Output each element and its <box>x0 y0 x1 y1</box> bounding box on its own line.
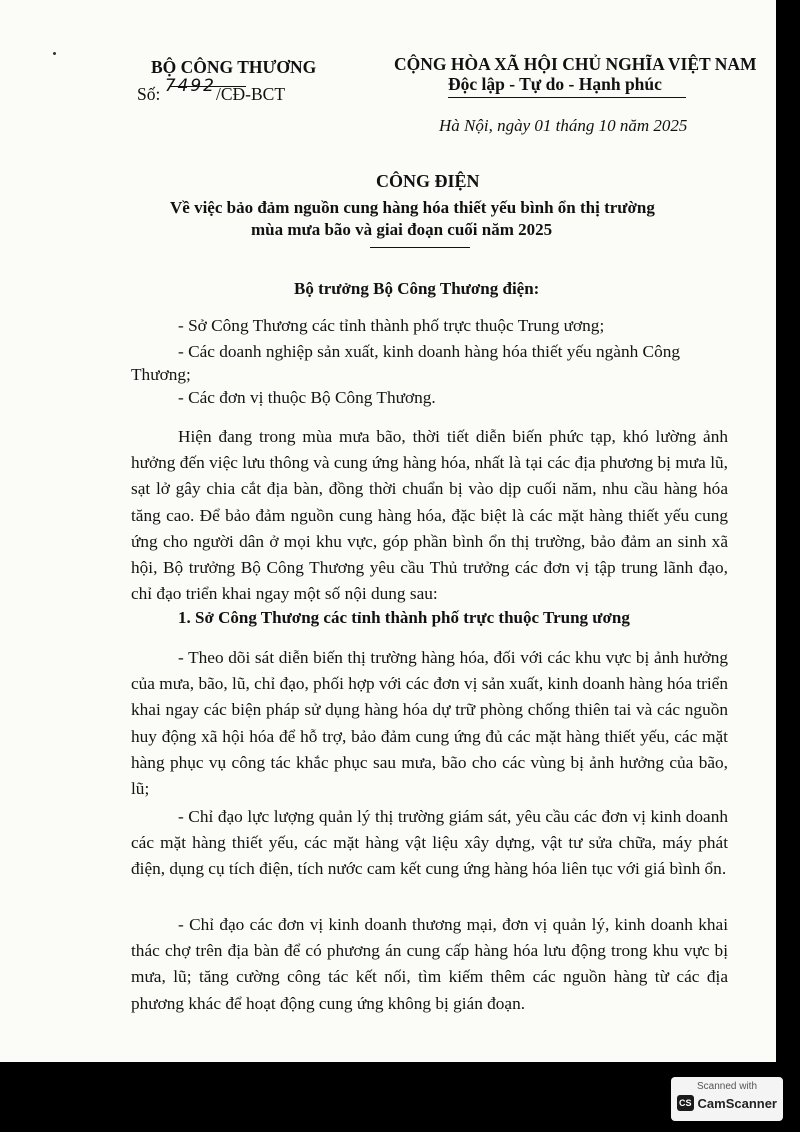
section-1-paragraph: - Chỉ đạo các đơn vị kinh doanh thương mại, đơn vị quản lý, kinh doanh khai thác chợ trên địa bàn để có phương án cung cấp hàng hóa lưu động trong khu vực bị mưa, lũ; tăng cường công tác kết nối, tìm kiếm thêm các nguồn hàng từ các địa phương khác để hoạt động cung ứng không bị gián đoạn. <box>131 915 728 1013</box>
header-underline-left <box>170 86 246 87</box>
camscanner-watermark <box>671 1077 783 1121</box>
doc-subtitle-line2: mùa mưa bão và giai đoạn cuối năm 2025 <box>251 220 553 239</box>
republic-name: CỘNG HÒA XÃ HỘI CHỦ NGHĨA VIỆT NAM <box>394 54 757 74</box>
recipient-item: - Các đơn vị thuộc Bộ Công Thương. <box>178 388 436 407</box>
document-number <box>137 76 286 105</box>
motto-underline <box>448 97 686 98</box>
date-line: Hà Nội, ngày 01 tháng 10 năm 2025 <box>439 116 688 135</box>
so-label: Số: <box>137 84 161 104</box>
doc-subtitle-line1: Về việc bảo đảm nguồn cung hàng hóa thiết yếu bình ổn thị trường <box>170 198 655 217</box>
so-suffix: /CĐ-BCT <box>216 84 286 104</box>
ministry-name: BỘ CÔNG THƯƠNG <box>151 57 317 77</box>
handwritten-number: 7492 <box>164 76 216 96</box>
recipient-item-cont: Thương; <box>131 365 191 384</box>
doc-title: CÔNG ĐIỆN <box>376 171 480 191</box>
subtitle-underline <box>370 247 470 248</box>
recipient-item: - Các doanh nghiệp sản xuất, kinh doanh hàng hóa thiết yếu ngành Công <box>178 342 681 361</box>
scan-speck <box>53 52 56 55</box>
section-1-paragraph: - Chỉ đạo lực lượng quản lý thị trường giám sát, yêu cầu các đơn vị kinh doanh các mặt hàng thiết yếu, các mặt hàng vật liệu xây dựng, vật tư sửa chữa, máy phát điện, dụng cụ tích điện, tích nước cam kết cung ứng hàng hóa liên tục với giá bình ổn. <box>131 807 728 879</box>
section-1-paragraph: - Theo dõi sát diễn biến thị trường hàng hóa, đối với các khu vực bị ảnh hưởng của mưa, bão, lũ, chỉ đạo, phối hợp với các đơn vị sản xuất, kinh doanh hàng hóa triển khai ngay các biện pháp sử dụng hàng hóa dự trữ phòng chống thiên tai và các nguồn huy động xã hội hóa để hỗ trợ, bảo đảm cung ứng đủ các mặt hàng thiết yếu, các mặt hàng phục vụ công tác khắc phục sau mưa, bão cho các vùng bị ảnh hưởng của bão, lũ; <box>131 648 728 799</box>
recipient-item: - Sở Công Thương các tỉnh thành phố trực thuộc Trung ương; <box>178 316 605 335</box>
watermark-caption: Scanned with <box>696 1081 758 1092</box>
motto: Độc lập - Tự do - Hạnh phúc <box>448 74 662 94</box>
watermark-brand: CamScanner <box>697 1095 777 1111</box>
intro-paragraph: Hiện đang trong mùa mưa bão, thời tiết diễn biến phức tạp, khó lường ảnh hưởng đến việc lưu thông và cung ứng hàng hóa, nhất là tại các địa phương bị mưa lũ, sạt lở gây chia cắt địa bàn, đồng thời chuẩn bị vào dịp cuối năm, nhu cầu hàng hóa tăng cao. Để bảo đảm nguồn cung hàng hóa, đặc biệt là các mặt hàng thiết yếu cung ứng cho người dân ở mọi khu vực, góp phần bình ổn thị trường, bảo đảm an sinh xã hội, Bộ trưởng Bộ Công Thương yêu cầu Thủ trưởng các đơn vị tập trung lãnh đạo, chỉ đạo triển khai ngay một số nội dung sau: <box>131 427 728 604</box>
recipients-intro: Bộ trưởng Bộ Công Thương điện: <box>294 279 540 298</box>
section-1-heading: 1. Sở Công Thương các tỉnh thành phố trực thuộc Trung ương <box>178 608 630 627</box>
camscanner-logo-icon: CS <box>677 1095 694 1111</box>
